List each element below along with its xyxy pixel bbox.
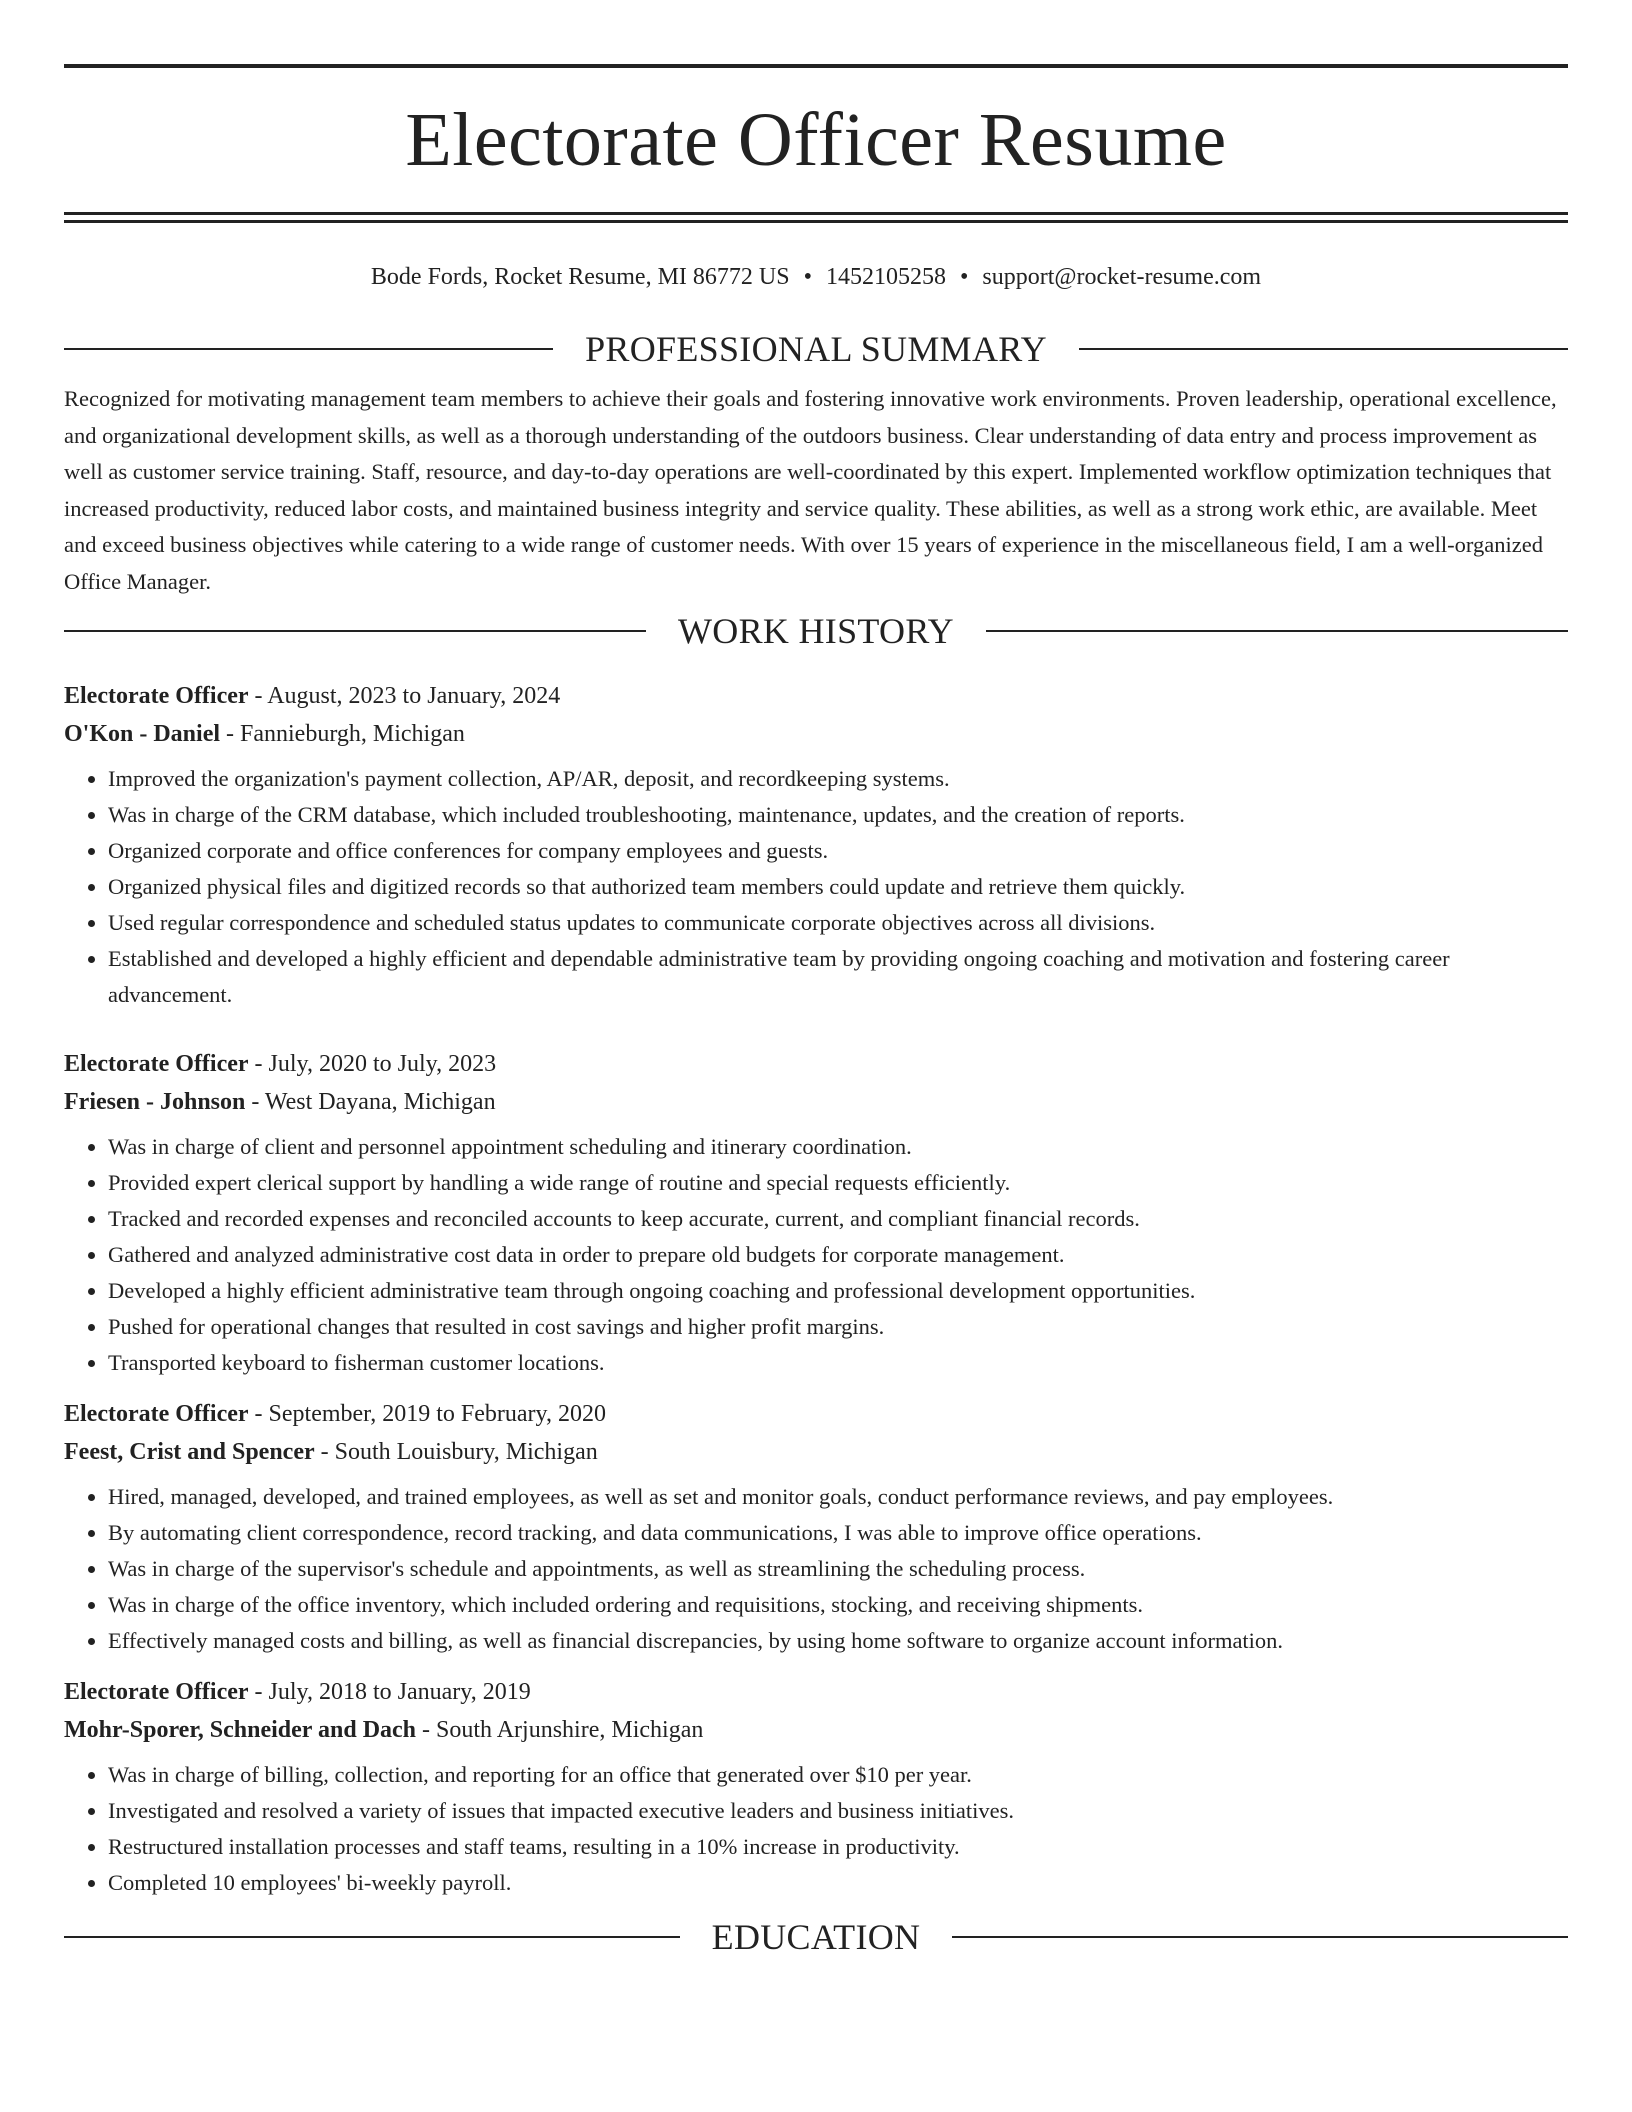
resume-title: Electorate Officer Resume	[405, 98, 1227, 182]
job-company-line	[64, 1711, 1568, 1749]
job-bullet: • Investigated and resolved a variety of issues that impacted executive leaders and business initiatives.	[108, 1793, 1568, 1829]
section-header-education	[64, 1917, 1568, 1957]
job-bullet: • Improved the organization's payment collection, AP/AR, deposit, and recordkeeping systems.	[108, 761, 1568, 797]
job-title-line	[64, 677, 1568, 715]
job-bullet: • Was in charge of client and personnel appointment scheduling and itinerary coordination.	[108, 1129, 1568, 1165]
contact-phone: 1452105258	[825, 264, 946, 290]
job-title: Electorate Officer	[64, 682, 249, 709]
job-title-line	[64, 1673, 1568, 1711]
job-bullet: • Organized corporate and office conferences for company employees and guests.	[108, 833, 1568, 869]
job-dates: - July, 2020 to July, 2023	[248, 1050, 497, 1077]
section-rule-left	[64, 348, 553, 350]
job-title-line	[64, 1395, 1568, 1433]
contact-email: support@rocket-resume.com	[982, 264, 1262, 290]
job-dates: - September, 2019 to February, 2020	[248, 1400, 606, 1427]
contact-separator: •	[959, 264, 969, 290]
job-company: Mohr-Sporer, Schneider and Dach	[64, 1716, 417, 1743]
job-bullet: • Was in charge of billing, collection, and reporting for an office that generated over $10 per year.	[108, 1757, 1568, 1793]
job-bullet: • Transported keyboard to fisherman customer locations.	[108, 1345, 1568, 1381]
job-title-line	[64, 1045, 1568, 1083]
section-title-education: EDUCATION	[711, 1916, 921, 1957]
contact-line	[64, 263, 1568, 291]
job-location: - Fannieburgh, Michigan	[220, 720, 465, 747]
contact-separator: •	[803, 264, 812, 290]
job-location: - South Arjunshire, Michigan	[416, 1716, 704, 1743]
section-title-work-history: WORK HISTORY	[678, 610, 954, 651]
job-entry	[64, 1673, 1568, 1901]
job-bullet: • Provided expert clerical support by handling a wide range of routine and special requests efficiently.	[108, 1165, 1568, 1201]
section-header-summary	[64, 329, 1568, 369]
job-bullet: • Developed a highly efficient administrative team through ongoing coaching and professional development opportunities.	[108, 1273, 1568, 1309]
job-bullet: • Organized physical files and digitized records so that authorized team members could update and retrieve them quickly.	[108, 869, 1568, 905]
section-title-summary: PROFESSIONAL SUMMARY	[585, 329, 1047, 369]
section-rule-right	[1079, 348, 1568, 350]
contact-address: Bode Fords, Rocket Resume, MI 86772 US	[370, 264, 790, 290]
job-dates: - August, 2023 to January, 2024	[248, 682, 561, 709]
job-bullet-list	[64, 1757, 1568, 1901]
section-header-work-history	[64, 611, 1568, 651]
job-bullet: • Established and developed a highly efficient and dependable administrative team by providing ongoing coaching and motivation and fostering career advancement.	[108, 941, 1568, 1013]
job-bullet: • Was in charge of the supervisor's schedule and appointments, as well as streamlining the scheduling process.	[108, 1551, 1568, 1587]
job-title: Electorate Officer	[64, 1400, 249, 1427]
job-bullet: • Pushed for operational changes that resulted in cost savings and higher profit margins.	[108, 1309, 1568, 1345]
job-bullet: • Restructured installation processes and staff teams, resulting in a 10% increase in productivity.	[108, 1829, 1568, 1865]
section-rule-left	[64, 630, 646, 632]
section-rule-right	[952, 1936, 1568, 1938]
job-bullet-list	[64, 1479, 1568, 1659]
job-bullet-list	[64, 761, 1568, 1013]
job-bullet: • Was in charge of the office inventory, which included ordering and requisitions, stocking, and receiving shipments.	[108, 1587, 1568, 1623]
job-company: O'Kon - Daniel	[64, 720, 221, 747]
section-rule-right	[986, 630, 1568, 632]
job-company: Friesen - Johnson	[64, 1088, 246, 1115]
job-entry	[64, 677, 1568, 1013]
job-bullet: • By automating client correspondence, record tracking, and data communications, I was able to improve office operations.	[108, 1515, 1568, 1551]
summary-paragraph: Recognized for motivating management team members to achieve their goals and fostering innovative work environments. Proven leadership, operational excellence, and organizational development skills, as well as a thorough understanding of the outdoors business. Clear understanding of data entry and process improvement as well as customer service training. Staff, resource, and day-to-day operations are well-coordinated by this expert. Implemented workflow optimization techniques that increased productivity, reduced labor costs, and maintained business integrity and service quality. These abilities, as well as a strong work ethic, are available. Meet and exceed business objectives while catering to a wide range of customer needs. With over 15 years of experience in the miscellaneous field, I am a well-organized Office Manager.	[64, 386, 1557, 594]
job-bullet: • Tracked and recorded expenses and reconciled accounts to keep accurate, current, and compliant financial records.	[108, 1201, 1568, 1237]
job-location: - West Dayana, Michigan	[245, 1088, 496, 1115]
title-double-rule	[64, 212, 1568, 223]
job-company-line	[64, 1083, 1568, 1121]
job-bullet: • Hired, managed, developed, and trained employees, as well as set and monitor goals, conduct performance reviews, and pay employees.	[108, 1479, 1568, 1515]
section-rule-left	[64, 1936, 680, 1938]
job-bullet-list	[64, 1129, 1568, 1381]
job-title: Electorate Officer	[64, 1678, 249, 1705]
job-bullet: • Effectively managed costs and billing, as well as financial discrepancies, by using home software to organize account information.	[108, 1623, 1568, 1659]
job-entry	[64, 1395, 1568, 1659]
job-bullet: • Was in charge of the CRM database, which included troubleshooting, maintenance, updates, and the creation of reports.	[108, 797, 1568, 833]
resume-page	[64, 64, 1568, 1957]
job-bullet: • Used regular correspondence and scheduled status updates to communicate corporate objectives across all divisions.	[108, 905, 1568, 941]
job-company: Feest, Crist and Spencer	[64, 1438, 315, 1465]
job-bullet: • Gathered and analyzed administrative cost data in order to prepare old budgets for corporate management.	[108, 1237, 1568, 1273]
job-location: - South Louisbury, Michigan	[314, 1438, 598, 1465]
job-company-line	[64, 1433, 1568, 1471]
job-dates: - July, 2018 to January, 2019	[248, 1678, 531, 1705]
job-bullet: • Completed 10 employees' bi-weekly payroll.	[108, 1865, 1568, 1901]
job-title: Electorate Officer	[64, 1050, 249, 1077]
job-entry	[64, 1045, 1568, 1381]
job-company-line	[64, 715, 1568, 753]
